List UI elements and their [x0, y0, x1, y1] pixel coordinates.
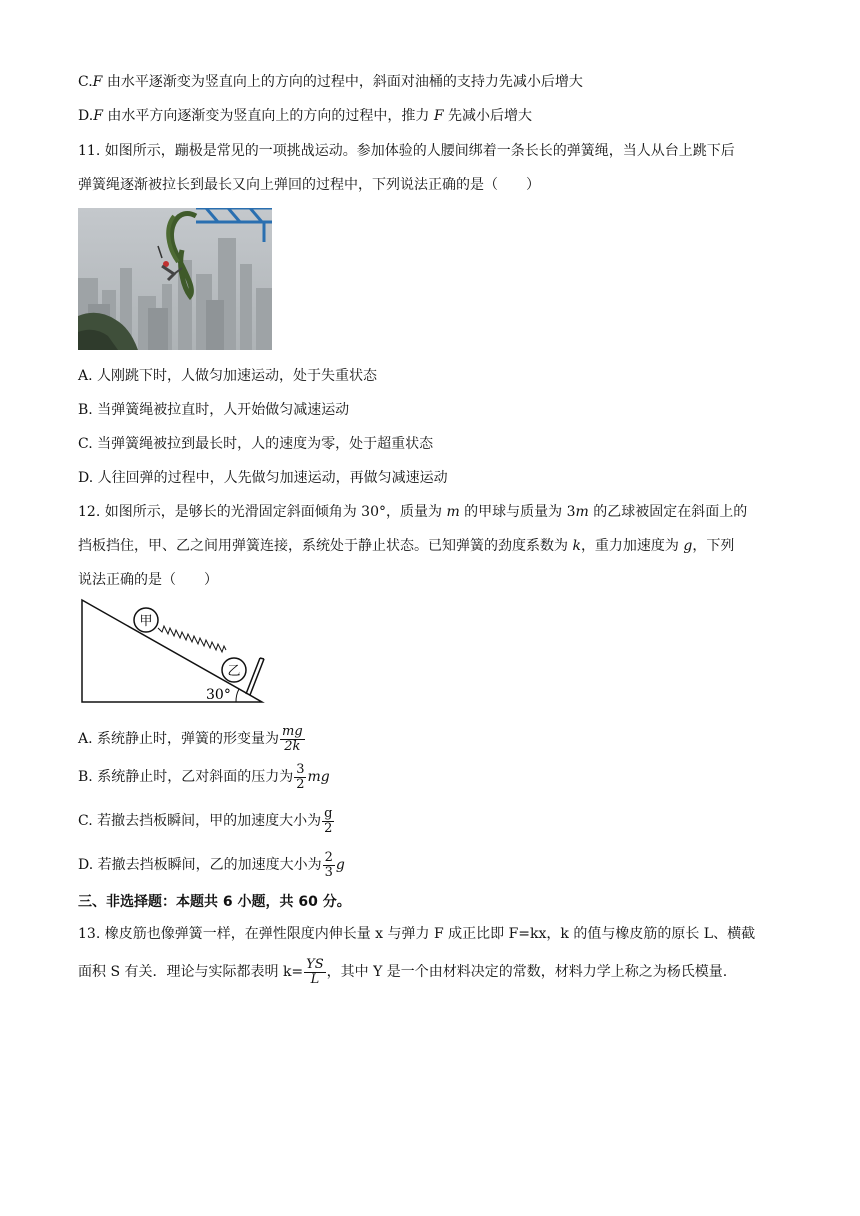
var-f: F — [92, 74, 103, 90]
q13-line2: 面积 S 有关．理论与实际都表明 k= $\frac{YS}{L}$ ，其中 Y 是一个由材料决定的常数，材料力学上称之为杨氏模量. — [78, 956, 728, 987]
q12-option-b: B. 系统静止时，乙对斜面的压力为 $\frac{3}{2}$ mg — [78, 761, 330, 792]
q12-option-a: A. 系统静止时，弹簧的形变量为 $\frac{mg}{2k}$ — [78, 723, 303, 754]
q12-option-c: C. 若撤去挡板瞬间，甲的加速度大小为 $\frac{g}{2}$ — [78, 805, 333, 836]
q12-stem-line2: 挡板挡住，甲、乙之间用弹簧连接，系统处于静止状态。已知弹簧的劲度系数为 k，重力加速度为 g，下列 — [78, 538, 735, 554]
fraction: $\frac{2}{3}$ — [324, 849, 333, 880]
incline-triangle — [82, 600, 262, 702]
q11-stem-line1: 11. 如图所示，蹦极是常见的一项挑战运动。参加体验的人腰间绑着一条长长的弹簧绳，当人从台上跳下后 — [78, 143, 735, 159]
fraction: $\frac{mg}{2k}$ — [282, 723, 303, 754]
fraction: $\frac{3}{2}$ — [296, 761, 305, 792]
section-heading: 三、非选择题：本题共 6 小题，共 60 分。 — [78, 894, 351, 910]
q12-stem-line1: 12. 如图所示，是够长的光滑固定斜面倾角为 30°，质量为 m 的甲球与质量为 3m 的乙球被固定在斜面上的 — [78, 504, 748, 520]
ball-jia-label: 甲 — [139, 614, 153, 629]
bungee-photo — [78, 208, 272, 350]
ball-yi-label: 乙 — [227, 664, 241, 679]
angle-label: 30° — [206, 687, 231, 703]
fraction: $\frac{YS}{L}$ — [306, 956, 324, 987]
fraction: $\frac{g}{2}$ — [324, 805, 333, 836]
q11-option-d: D. 人往回弹的过程中，人先做匀加速运动，再做匀减速运动 — [78, 470, 448, 486]
q11-stem-line2: 弹簧绳逐渐被拉长到最长又向上弹回的过程中，下列说法正确的是（ ） — [78, 177, 540, 193]
incline-diagram — [78, 596, 268, 708]
q11-option-c: C. 当弹簧绳被拉到最长时，人的速度为零，处于超重状态 — [78, 436, 434, 452]
q11-option-a: A. 人刚跳下时，人做匀加速运动，处于失重状态 — [78, 368, 378, 384]
q12-option-d: D. 若撤去挡板瞬间，乙的加速度大小为 $\frac{2}{3}$ g — [78, 849, 345, 880]
q10-option-d: D.F 由水平方向逐渐变为竖直向上的方向的过程中，推力 F 先减小后增大 — [78, 108, 532, 124]
q13-line1: 13. 橡皮筋也像弹簧一样，在弹性限度内伸长量 x 与弹力 F 成正比即 F=kx，k 的值与橡皮筋的原长 L、横截 — [78, 926, 756, 942]
q11-option-b: B. 当弹簧绳被拉直时，人开始做匀减速运动 — [78, 402, 350, 418]
q12-stem-line3: 说法正确的是（ ） — [78, 572, 218, 588]
q10-option-c: C.F 由水平逐渐变为竖直向上的方向的过程中，斜面对油桶的支持力先减小后增大 — [78, 74, 583, 90]
